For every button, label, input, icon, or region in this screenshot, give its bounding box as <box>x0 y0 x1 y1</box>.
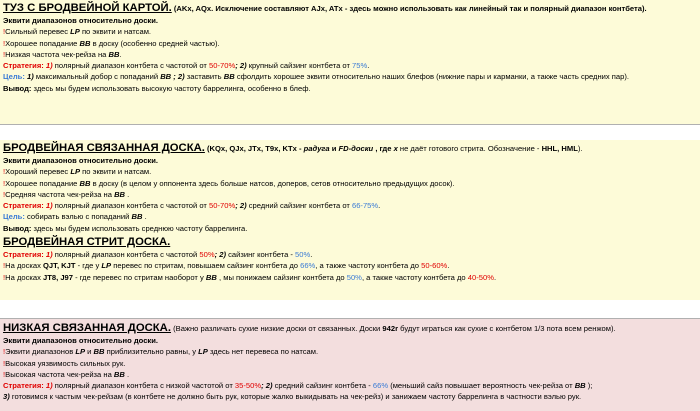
conclusion-line: Вывод: здесь мы будем использовать среднюю частоту баррелинга. <box>3 223 248 233</box>
section-title: БРОДВЕЙНАЯ СТРИТ ДОСКА. <box>3 236 171 249</box>
section-title: НИЗКАЯ СВЯЗАННАЯ ДОСКА. <box>3 322 171 334</box>
bullet-line: !Сильный перевес LP по эквити и натсам. <box>3 27 152 37</box>
bullet-line: !Низкая частота чек-рейза на BB. <box>3 49 122 59</box>
goal-line: Цель: собирать вэлью с попаданий BB . <box>3 212 147 222</box>
strategy-line: Стратегия: 1) полярный диапазон контбета с частотой от 50-70%; 2) средний сайзинг контбета от 66-75%. <box>3 201 381 211</box>
bullet-mark: ! <box>3 178 6 188</box>
bullet-mark: ! <box>3 189 6 199</box>
bullet-line: !На досках JT8, J97 - где перевес по стритам наоборот у BB , мы понижаем сайзинг контбета до 50%, а также частоту контбета до 40-50%. <box>3 272 497 282</box>
bullet-mark: ! <box>3 261 6 271</box>
bullet-mark: ! <box>3 272 6 282</box>
bullet-line: !Высокая уязвимость сильных рук. <box>3 358 126 368</box>
subheading: Эквити диапазонов относительно доски. <box>3 156 158 165</box>
bullet-line: !Хорошее попадание BB в доску (в целом у оппонента здесь больше натсов, доперов, сетов относительно предыдущих досок). <box>3 178 455 188</box>
bullet-mark: ! <box>3 27 6 37</box>
section-heading: НИЗКАЯ СВЯЗАННАЯ ДОСКА. (Важно различать сухие низкие доски от связанных. Доски 942r будут играться как сухие с контбетом 1/3 пота всем ренжом). <box>3 322 616 334</box>
bullet-mark: ! <box>3 358 6 368</box>
bullet-mark: ! <box>3 347 6 357</box>
section-low-connected <box>0 318 700 411</box>
section-heading: БРОДВЕЙНАЯ СВЯЗАННАЯ ДОСКА. (KQx, QJx, JTx, T9x, KTx - радуга и FD-доски , где x не даёт готового стрита. Обозначение - HHL, HML). <box>3 142 583 154</box>
strategy-line: Стратегия: 1) полярный диапазон контбета с частотой 50%; 2) сайзинг контбета - 50%. <box>3 250 313 260</box>
bullet-mark: ! <box>3 49 6 59</box>
bullet-line: !Эквити диапазонов LP и BB приблизительно равны, у LP здесь нет перевеса по натсам. <box>3 347 319 357</box>
bullet-mark: ! <box>3 369 6 379</box>
strategy-line-2: 3) готовимся к частым чек-рейзам (в контбете не должно быть рук, которые жалко выкидывать на чек-рейз) и занижаем частоту баррелинга в частности вэлью рук. <box>3 392 582 402</box>
spacer <box>0 125 700 140</box>
bullet-line: !Хороший перевес LP по эквити и натсам. <box>3 167 152 177</box>
bullet-line: !На досках QJT, KJT - где у LP перевес по стритам, повышаем сайзинг контбета до 66%, а также частоту контбета до 50-60%. <box>3 261 450 271</box>
subheading: Эквити диапазонов относительно доски. <box>3 336 158 345</box>
subheading: Эквити диапазонов относительно доски. <box>3 16 158 25</box>
strategy-line: Стратегия: 1) полярный диапазон контбета с низкой частотой от 35-50%; 2) средний сайзинг контбета - 66% (меньший сайз повышает вероятность чек-рейза от BB ); <box>3 381 593 391</box>
section-title: БРОДВЕЙНАЯ СВЯЗАННАЯ ДОСКА. <box>3 142 205 154</box>
bullet-line: !Высокая частота чек-рейза на BB . <box>3 369 130 379</box>
bullet-mark: ! <box>3 38 6 48</box>
spacer <box>0 300 700 318</box>
strategy-line: Стратегия: 1) полярный диапазон контбета с частотой от 50-70%; 2) крупный сайзинг контбета от 75%. <box>3 61 370 71</box>
section-heading <box>0 1 700 15</box>
section-title: ТУЗ С БРОДВЕЙНОЙ КАРТОЙ. <box>3 2 172 14</box>
conclusion-line: Вывод: здесь мы будем использовать высокую частоту баррелинга, особенно в блеф. <box>3 83 311 93</box>
section-ace-broadway <box>0 0 700 125</box>
section-title-note: (AKx, AQx. Исключение составляют AJx, ATx - здесь можно использовать как линейный так и полярный диапазон контбета). <box>171 4 647 13</box>
bullet-line: !Хорошее попадание BB в доску (особенно средней частью). <box>3 38 220 48</box>
bullet-line: !Средняя частота чек-рейза на BB . <box>3 189 130 199</box>
section-heading-straight <box>0 235 700 249</box>
section-broadway-connected <box>0 140 700 300</box>
bullet-mark: ! <box>3 167 6 177</box>
goal-line: Цель: 1) максимальный добор с попаданий BB ; 2) заставить BB сфолдить хорошее эквити относительно наших блефов (нижние пары и карманки, а также часть средних пар). <box>3 72 629 82</box>
